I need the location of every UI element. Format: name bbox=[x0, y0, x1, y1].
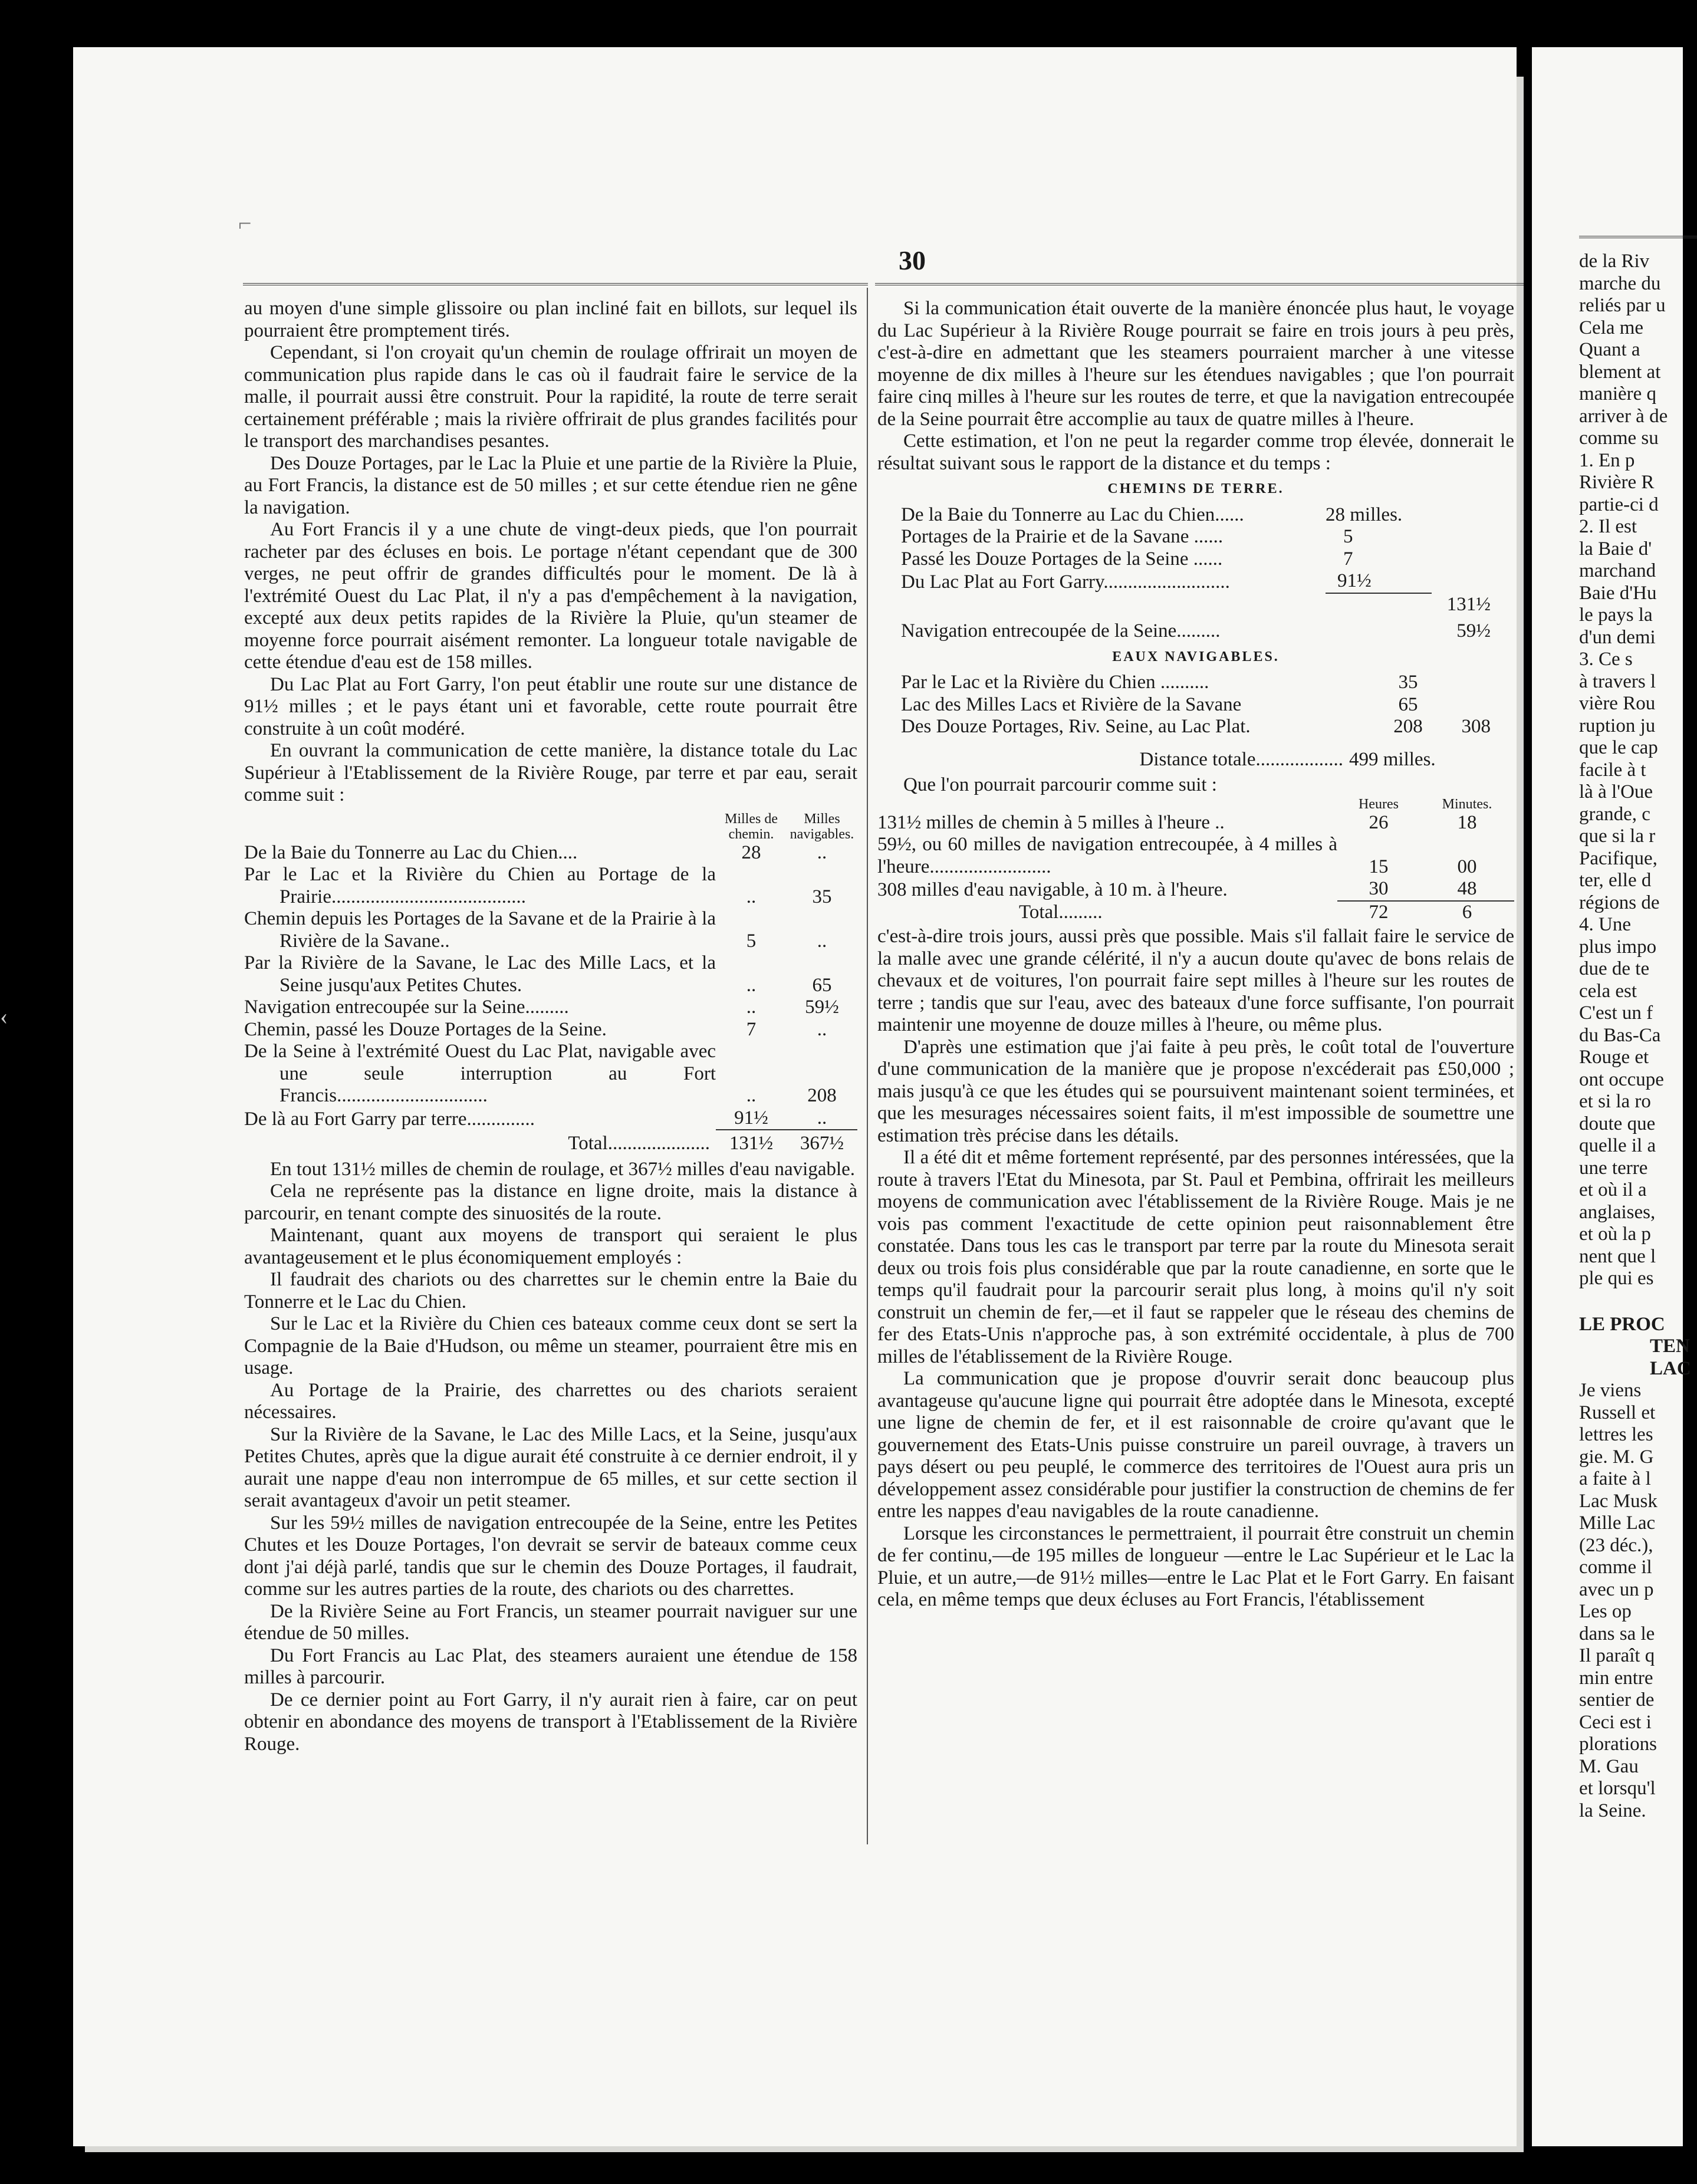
column-header: Minutes. bbox=[1442, 796, 1492, 812]
adjacent-line-fragment: Lac Musk bbox=[1579, 1490, 1657, 1512]
adjacent-line-fragment: et si la ro bbox=[1579, 1091, 1651, 1112]
header-rule bbox=[1579, 236, 1697, 238]
adjacent-line-fragment: TEN bbox=[1650, 1336, 1690, 1357]
paragraph: Il a été dit et même fortement représenté, par des personnes intéressées, que la route à travers l'Etat du Minesota, par St. Paul et Pembina, offrirait les meilleurs moyens de communication avec l'établissement de la Rivière Rouge. Mais je ne vois pas comment l'exactitude de cette opinion peut raisonnablement être constatée. Dans tous les cas le transport par terre par la route du Minesota serait deux ou trois fois plus considérable que par la route canadienne, en sorte que le temps qu'il faudrait pour la parcourir serait plus long, à moins qu'il n'y soit construit un chemin de fer,—et il faut se rappeler que le réseau des chemins de fer des Etats-Unis n'approche pas, à son extrémité occidentale, à plus de 700 milles de l'établissement de la Rivière Rouge. bbox=[877, 1147, 1514, 1367]
adjacent-line-fragment: blement at bbox=[1579, 361, 1661, 383]
right-column bbox=[877, 298, 1514, 1611]
paragraph: Au Portage de la Prairie, des charrettes ou des chariots seraient nécessaires. bbox=[244, 1379, 857, 1423]
adjacent-line-fragment: Il paraît q bbox=[1579, 1645, 1655, 1666]
table-cell: 7 bbox=[1343, 548, 1353, 570]
adjacent-line-fragment: plus impo bbox=[1579, 936, 1657, 958]
table-cell: .. bbox=[817, 1018, 827, 1040]
adjacent-line-fragment: 2. Il est bbox=[1579, 516, 1637, 537]
table-row-label: 131½ milles de chemin à 5 milles à l'heure .. bbox=[877, 811, 1225, 833]
table-row-label: Du Lac Plat au Fort Garry.......................... bbox=[901, 571, 1230, 593]
table-title: CHEMINS DE TERRE. bbox=[1107, 481, 1284, 496]
adjacent-line-fragment: et où il a bbox=[1579, 1179, 1647, 1200]
paragraph: Il faudrait des chariots ou des charrettes sur le chemin entre la Baie du Tonnerre et le Lac du Chien. bbox=[244, 1269, 857, 1313]
adjacent-line-fragment: à travers l bbox=[1579, 670, 1656, 692]
table-cell: 208 bbox=[807, 1085, 837, 1106]
adjacent-line-fragment: que si la r bbox=[1579, 825, 1656, 847]
table-total: 131½ bbox=[729, 1133, 774, 1154]
adjacent-line-fragment: Quant a bbox=[1579, 339, 1640, 360]
table-row-label: 308 milles d'eau navigable, à 10 m. à l'heure. bbox=[877, 879, 1228, 900]
adjacent-line-fragment: 1. En p bbox=[1579, 449, 1635, 471]
distance-table bbox=[244, 811, 857, 1155]
left-column bbox=[244, 298, 857, 1755]
adjacent-line-fragment: a faite à l bbox=[1579, 1468, 1651, 1489]
time-table bbox=[877, 797, 1514, 924]
table-row-label: Par la Rivière de la Savane, le Lac des Mille Lacs, et la Seine jusqu'aux Petites Chutes. bbox=[244, 952, 716, 996]
adjacent-line-fragment: Russell et bbox=[1579, 1402, 1656, 1423]
adjacent-line-fragment: comme su bbox=[1579, 427, 1659, 449]
table-total-label: Total..................... bbox=[568, 1133, 710, 1154]
table-cell: .. bbox=[746, 1085, 757, 1106]
table-cell: 59½ bbox=[1456, 620, 1491, 642]
paragraph: Cela ne représente pas la distance en ligne droite, mais la distance à parcourir, en tenant compte des sinuosités de la route. bbox=[244, 1180, 857, 1224]
adjacent-line-fragment: dans sa le bbox=[1579, 1623, 1655, 1644]
adjacent-line-fragment: et où la p bbox=[1579, 1223, 1651, 1245]
table-cell: 35 bbox=[1398, 672, 1418, 693]
adjacent-line-fragment: et lorsqu'l bbox=[1579, 1778, 1656, 1799]
adjacent-line-fragment: 3. Ce s bbox=[1579, 649, 1633, 670]
table-cell: 30 bbox=[1337, 878, 1420, 902]
adjacent-line-fragment: facile à t bbox=[1579, 759, 1646, 781]
adjacent-line-fragment: une terre bbox=[1579, 1157, 1648, 1179]
table-row-label: Par le Lac et la Rivière du Chien .......... bbox=[901, 672, 1209, 693]
table-cell: 28 milles. bbox=[1326, 504, 1403, 525]
adjacent-line-fragment: (23 déc.), bbox=[1579, 1534, 1653, 1556]
table-row-label: Des Douze Portages, Riv. Seine, au Lac Plat. bbox=[901, 716, 1251, 737]
table-cell: .. bbox=[746, 974, 757, 996]
adjacent-line-fragment: 4. Une bbox=[1579, 914, 1631, 935]
adjacent-line-fragment: Pacifique, bbox=[1579, 847, 1657, 869]
table-cell: 15 bbox=[1369, 856, 1389, 877]
table-cell: 35 bbox=[812, 886, 832, 907]
table-cell: .. bbox=[746, 996, 757, 1018]
table-cell: 65 bbox=[812, 974, 832, 996]
adjacent-line-fragment: cela est bbox=[1579, 980, 1637, 1002]
table-cell: 208 bbox=[1393, 716, 1423, 737]
table-row-label: Navigation entrecoupée de la Seine......... bbox=[901, 620, 1221, 642]
paragraph: En tout 131½ milles de chemin de roulage, et 367½ milles d'eau navigable. bbox=[270, 1158, 856, 1180]
table-cell: 91½ bbox=[1326, 570, 1432, 594]
adjacent-line-fragment: d'un demi bbox=[1579, 626, 1656, 648]
adjacent-line-fragment: de la Riv bbox=[1579, 251, 1650, 272]
paragraph: Maintenant, quant aux moyens de transport qui seraient le plus avantageusement et le plus économiquement employés : bbox=[244, 1225, 857, 1268]
paragraph: Cependant, si l'on croyait qu'un chemin de roulage offrirait un moyen de communication plus rapide dans le cas où il faudrait faire le service de la malle, il pourrait aussi être construit. Pour la rapidité, la route de terre serait certainement préférable ; mais la rivière offrirait de plus grandes facilités pour le transport des marchandises pesantes. bbox=[244, 342, 857, 452]
table-cell: .. bbox=[787, 1107, 857, 1131]
table-total-label: Total......... bbox=[1019, 901, 1103, 923]
table-row-label: De la Baie du Tonnerre au Lac du Chien.... bbox=[244, 841, 578, 863]
paragraph: De la Rivière Seine au Fort Francis, un steamer pourrait naviguer sur une étendue de 50 milles. bbox=[244, 1600, 857, 1644]
paragraph: De ce dernier point au Fort Garry, il n'y aurait rien à faire, car on peut obtenir en abondance des moyens de transport à l'Etablissement de la Rivière Rouge. bbox=[244, 1689, 857, 1755]
adjacent-line-fragment: doute que bbox=[1579, 1113, 1656, 1134]
table-row-label: De la Baie du Tonnerre au Lac du Chien...... bbox=[901, 504, 1244, 525]
paragraph: Que l'on pourrait parcourir comme suit : bbox=[903, 774, 1217, 795]
adjacent-line-fragment: Les op bbox=[1579, 1601, 1632, 1622]
paragraph: Si la communication était ouverte de la manière énoncée plus haut, le voyage du Lac Supérieur à la Rivière Rouge pourrait se faire en trois jours à peu près, c'est-à-dire en admettant que les steamers pourraient marcher à une vitesse moyenne de dix milles à l'heure sur les étendues navigables ; que l'on pourrait faire cinq milles à l'heure sur les routes de terre, et que la navigation entrecoupée de la Seine pourrait être accomplie au taux de quatre milles à l'heure. bbox=[877, 298, 1514, 430]
adjacent-line-fragment: avec un p bbox=[1579, 1578, 1654, 1600]
adjacent-line-fragment: vière Rou bbox=[1579, 693, 1656, 714]
column-header: Heures bbox=[1359, 796, 1399, 812]
adjacent-line-fragment: Rouge et bbox=[1579, 1047, 1649, 1068]
paragraph: Au Fort Francis il y a une chute de vingt-deux pieds, que l'on pourrait racheter par des écluses en bois. Le portage n'étant cependant que de 300 verges, ne peut offrir de grandes difficultés pour le moment. De là à l'extrémité Ouest du Lac Plat, il n'y a pas d'empêchement à la navigation, excepté aux deux petits rapides de la Rivière la Pluie, qu'un steamer de moyenne force pourrait aisément remonter. La longueur totale navigable de cette étendue d'eau est de 158 milles. bbox=[244, 519, 857, 673]
table-cell: 28 bbox=[741, 841, 761, 863]
adjacent-line-fragment: nent que l bbox=[1579, 1245, 1656, 1267]
adjacent-line-fragment: Mille Lac bbox=[1579, 1512, 1656, 1534]
paragraph: Du Fort Francis au Lac Plat, des steamers auraient une étendue de 158 milles à parcourir. bbox=[244, 1644, 857, 1688]
paragraph: Des Douze Portages, par le Lac la Pluie et une partie de la Rivière la Pluie, au Fort Francis, la distance est de 50 milles ; et sur cette étendue rien ne gêne la navigation. bbox=[244, 452, 857, 518]
table-total: 72 bbox=[1369, 901, 1389, 923]
registration-mark: ⌐ bbox=[238, 210, 252, 236]
adjacent-line-fragment: la Seine. bbox=[1579, 1800, 1646, 1821]
table-cell: 26 bbox=[1369, 811, 1389, 833]
table-row-label: Portages de la Prairie et de la Savane ...... bbox=[901, 526, 1224, 547]
paragraph: Lorsque les circonstances le permettraient, il pourrait être construit un chemin de fer continu,—de 195 milles de longueur —entre le Lac Supérieur et le Lac la Pluie, et un autre,—de 91½ milles—entre le Lac Plat et le Fort Garry. En faisant cela, en même temps que deux écluses au Fort Francis, l'établissement bbox=[877, 1522, 1514, 1610]
table-cell: 65 bbox=[1398, 693, 1418, 715]
table-row-label: Chemin depuis les Portages de la Savane et de la Prairie à la Rivière de la Savane.. bbox=[244, 908, 716, 952]
table-row-label: Lac des Milles Lacs et Rivière de la Savane bbox=[901, 693, 1242, 715]
table-total: 499 milles. bbox=[1349, 748, 1436, 770]
adjacent-line-fragment: due de te bbox=[1579, 958, 1650, 979]
paragraph: c'est-à-dire trois jours, aussi près que possible. Mais s'il fallait faire le service de la malle avec une grande célérité, il n'y a aucun doute qu'avec de bons relais de chevaux et de voitures, l'on pourrait faire sept milles à l'heure sur les routes de terre ; tandis que sur l'eau, avec des bateaux d'une force suffisante, l'on pourrait maintenir une moyenne de douze milles à l'heure, ou même plus. bbox=[877, 926, 1514, 1035]
table-title: EAUX NAVIGABLES. bbox=[1112, 649, 1280, 665]
table-total-label: Distance totale.................. bbox=[1139, 748, 1343, 770]
adjacent-line-fragment: Baie d'Hu bbox=[1579, 582, 1657, 604]
adjacent-line-fragment: ple qui es bbox=[1579, 1268, 1654, 1289]
adjacent-line-fragment: arriver à de bbox=[1579, 405, 1668, 427]
adjacent-line-fragment: LAC bbox=[1650, 1357, 1691, 1379]
adjacent-line-fragment: ont occupe bbox=[1579, 1068, 1664, 1090]
header-rule-left bbox=[243, 283, 868, 285]
table-cell: 5 bbox=[1343, 526, 1353, 547]
adjacent-line-fragment: le pays la bbox=[1579, 604, 1653, 626]
adjacent-line-fragment: comme il bbox=[1579, 1557, 1652, 1578]
table-row-label: De là au Fort Garry par terre.............. bbox=[244, 1108, 535, 1130]
table-cell: .. bbox=[817, 930, 827, 952]
adjacent-line-fragment: ter, elle d bbox=[1579, 870, 1652, 891]
adjacent-line-fragment: quelle il a bbox=[1579, 1135, 1656, 1156]
adjacent-line-fragment: là à l'Oue bbox=[1579, 781, 1653, 802]
table-cell: 91½ bbox=[716, 1107, 787, 1131]
adjacent-line-fragment: la Baie d' bbox=[1579, 538, 1652, 560]
paragraph: La communication que je propose d'ouvrir serait donc beaucoup plus avantageuse qu'aucune ligne qui pourrait être adoptée dans le Minesota, excepté une ligne de chemin de fer, et il est raisonnable de croire qu'avant que le gouvernement des Etats-Unis puisse construire un pareil ouvrage, à travers un pays désert ou peu peuplé, le commerce des territoires de l'Ouest aura pris un développement assez considérable pour justifier la construction de chemins de fer entre les nappes d'eau navigables de la route canadienne. bbox=[877, 1368, 1514, 1522]
table-cell: 00 bbox=[1457, 856, 1477, 877]
header-rule-right bbox=[875, 283, 1524, 285]
adjacent-line-fragment: régions de bbox=[1579, 892, 1660, 913]
column-header: Milles navigables. bbox=[790, 811, 854, 842]
table-cell: 308 bbox=[1461, 716, 1491, 737]
table-row-label: De la Seine à l'extrémité Ouest du Lac Plat, navigable avec une seule interruption au Fort Francis............................... bbox=[244, 1041, 716, 1106]
adjacent-line-fragment: manière q bbox=[1579, 383, 1657, 404]
adjacent-line-fragment: plorations bbox=[1579, 1734, 1657, 1755]
paragraph: Cette estimation, et l'on ne peut la regarder comme trop élevée, donnerait le résultat suivant sous le rapport de la distance et du temps : bbox=[877, 430, 1514, 474]
column-header: Milles de chemin. bbox=[725, 811, 778, 842]
adjacent-line-fragment: que le cap bbox=[1579, 737, 1658, 758]
table-total: 367½ bbox=[800, 1133, 844, 1154]
paragraph: Sur les 59½ milles de navigation entrecoupée de la Seine, entre les Petites Chutes et les Douze Portages, l'on devrait se servir de bateaux comme ceux dont j'ai déjà parlé, tandis que sur le chemin des Douze Portages, il faudrait, comme sur les autres parties de la route, des chariots ou des charrettes. bbox=[244, 1512, 857, 1600]
table-cell: 18 bbox=[1457, 811, 1477, 833]
adjacent-line-fragment: anglaises, bbox=[1579, 1201, 1656, 1223]
adjacent-line-fragment: lettres les bbox=[1579, 1424, 1653, 1445]
table-cell: 5 bbox=[746, 930, 757, 952]
adjacent-line-fragment: M. Gau bbox=[1579, 1755, 1639, 1777]
table-cell: 7 bbox=[746, 1018, 757, 1040]
paragraph: Sur le Lac et la Rivière du Chien ces bateaux comme ceux dont se sert la Compagnie de la Baie d'Hudson, ou même un steamer, pourraient être mis en usage. bbox=[244, 1313, 857, 1379]
adjacent-line-fragment: LE PROC bbox=[1579, 1313, 1665, 1335]
paragraph: Sur la Rivière de la Savane, le Lac des Mille Lacs, et la Seine, jusqu'aux Petites Chutes, après que la digue aurait été construite à ce dernier endroit, il y aurait une nappe d'eau non interrompue de 65 milles, et sur cette section il serait avantageux d'avoir un petit steamer. bbox=[244, 1423, 857, 1511]
adjacent-line-fragment: Rivière R bbox=[1579, 472, 1655, 493]
table-cell: 48 bbox=[1420, 878, 1514, 902]
adjacent-line-fragment: ruption ju bbox=[1579, 715, 1656, 736]
adjacent-page-text bbox=[1579, 251, 1691, 1822]
table-row-label: Navigation entrecoupée sur la Seine......... bbox=[244, 996, 569, 1018]
table-row-label: Par le Lac et la Rivière du Chien au Portage de la Prairie........................................ bbox=[244, 864, 716, 907]
adjacent-line-fragment: C'est un f bbox=[1579, 1002, 1653, 1024]
adjacent-page bbox=[1532, 47, 1691, 2146]
scan-artifact: ‹ bbox=[0, 1003, 8, 1029]
adjacent-line-fragment: grande, c bbox=[1579, 803, 1650, 825]
column-divider bbox=[867, 288, 868, 1844]
table-row-label: Chemin, passé les Douze Portages de la Seine. bbox=[244, 1018, 607, 1040]
paragraph: Du Lac Plat au Fort Garry, l'on peut établir une route sur une distance de 91½ milles ; et le pays étant uni et favorable, cette route pourrait être construite à un coût modéré. bbox=[244, 673, 857, 739]
adjacent-line-fragment: gie. M. G bbox=[1579, 1446, 1654, 1468]
table-row-label: Passé les Douze Portages de la Seine ...... bbox=[901, 548, 1223, 570]
document-page bbox=[73, 47, 1517, 2146]
paragraph: En ouvrant la communication de cette manière, la distance totale du Lac Supérieur à l'Etablissement de la Rivière Rouge, par terre et par eau, serait comme suit : bbox=[244, 740, 857, 805]
adjacent-line-fragment: partie-ci d bbox=[1579, 494, 1659, 515]
land-routes-table bbox=[877, 478, 1514, 771]
table-cell: .. bbox=[817, 841, 827, 863]
adjacent-line-fragment: Je viens bbox=[1579, 1380, 1642, 1401]
table-row-label: 59½, ou 60 milles de navigation entrecoupée, à 4 milles à l'heure......................... bbox=[877, 834, 1337, 877]
paragraph: au moyen d'une simple glissoire ou plan incliné fait en billots, sur lequel ils pourraient être promptement tirés. bbox=[244, 298, 857, 341]
adjacent-line-fragment: Cela me bbox=[1579, 317, 1644, 338]
adjacent-line-fragment: min entre bbox=[1579, 1667, 1653, 1689]
adjacent-line-fragment: marchand bbox=[1579, 560, 1656, 581]
adjacent-line-fragment: Ceci est i bbox=[1579, 1711, 1652, 1733]
adjacent-line-fragment: sentier de bbox=[1579, 1689, 1655, 1711]
adjacent-line-fragment: marche du bbox=[1579, 272, 1661, 294]
table-cell: 59½ bbox=[805, 996, 839, 1018]
paragraph: D'après une estimation que j'ai faite à peu près, le coût total de l'ouverture d'une communication de la manière que je propose n'excéderait pas £50,000 ; mais jusqu'à ce que les études qui se poursuivent maintenant soient terminées, et que les mesurages nécessaires soient faits, il m'est impossible de soumettre une estimation très précise dans les détails. bbox=[877, 1036, 1514, 1146]
page-number: 30 bbox=[899, 245, 926, 275]
adjacent-line-fragment: du Bas-Ca bbox=[1579, 1024, 1661, 1046]
table-cell: .. bbox=[746, 886, 757, 907]
table-subtotal: 131½ bbox=[1446, 593, 1491, 615]
table-total: 6 bbox=[1462, 901, 1472, 923]
adjacent-line-fragment: reliés par u bbox=[1579, 295, 1666, 316]
